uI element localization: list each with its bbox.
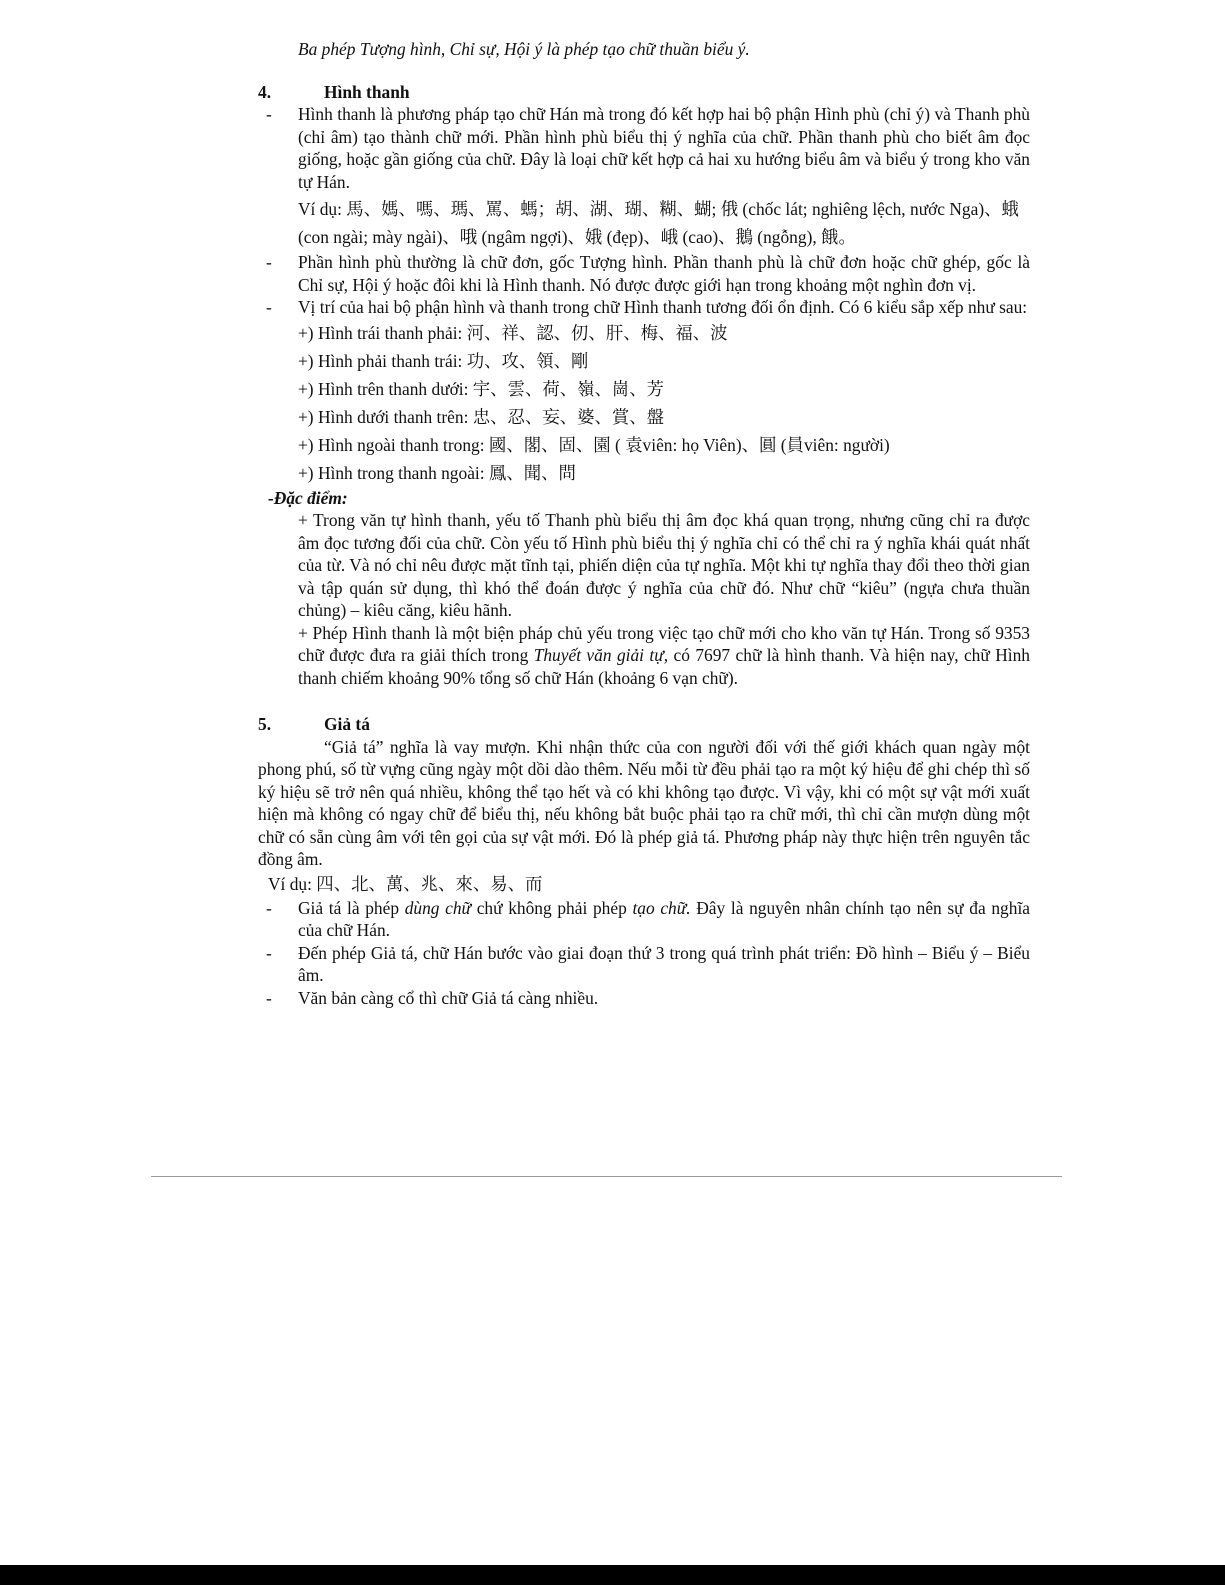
section-5-paragraph: “Giả tá” nghĩa là vay mượn. Khi nhận thức của con người đối với thế giới khách quan ngày một phong phú, số từ vựng cũng ngày một dồi dào thêm. Nếu mỗi từ đều phải tạo ra một ký hiệu để ghi chép thì số ký hiệu sẽ trở nên quá nhiều, không thể tạo hết và có khi không tạo được. Vì vậy, khi có một sự vật mới xuất hiện mà không có ngay chữ để biểu thị, nếu không bắt buộc phải tạo ra chữ mới, thì chỉ cần mượn dùng một chữ có sẵn cùng âm với tên gọi của sự vật mới. Đó là phép giả tá. Phương pháp này thực hiện trên nguyên tắc đồng âm. [258, 736, 1030, 869]
section-4-heading [258, 81, 1030, 104]
features-title: -Đặc điểm: [268, 487, 348, 508]
b1-text-b: chứ không phải phép [471, 897, 633, 918]
type-line-5: +) Hình ngoài thanh trong: 國、閣、固、園 ( 袁viên: họ Viên)、圓 (員viên: người) [298, 434, 890, 455]
bullet-text: Phần hình phù thường là chữ đơn, gốc Tượng hình. Phần thanh phù là chữ đơn hoặc chữ ghép, gốc là Chỉ sự, Hội ý hoặc đôi khi là Hình thanh. Nó được được giới hạn trong khoảng một nghìn đơn vị. [298, 252, 1030, 295]
bullet-dash: - [266, 987, 272, 1008]
type-line-3: +) Hình trên thanh dưới: 宇、雲、荷、嶺、崗、芳 [298, 378, 665, 399]
section-4-bullet-2 [258, 251, 1030, 296]
bullet-text: Văn bản càng cổ thì chữ Giả tá càng nhiều. [298, 987, 599, 1008]
page-content [258, 38, 1030, 1009]
section-5-heading [258, 713, 1030, 736]
section-4-bullet-1 [258, 103, 1030, 193]
feature-2-text-b: có 7697 chữ là hình thanh. Và hiện nay, chữ Hình thanh chiếm khoảng 90% tổng số chữ Hán (khoảng 6 vạn chữ). [298, 645, 1030, 688]
intro-line: Ba phép Tượng hình, Chỉ sự, Hội ý là phép tạo chữ thuần biểu ý. [298, 39, 750, 59]
section-4-title: Hình thanh [324, 81, 410, 102]
section-4-bullet-3 [258, 296, 1030, 319]
section-5-bullet-2 [258, 942, 1030, 987]
section-5-example: Ví dụ: 四、北、萬、兆、來、易、而 [268, 873, 543, 894]
feature-2 [298, 622, 1030, 690]
feature-2-book-title: Thuyết văn giải tự, [533, 645, 669, 665]
feature-2-text-a: + Phép Hình thanh là một biện pháp chủ yếu trong việc tạo chữ mới cho kho văn tự Hán. Trong số 9353 chữ được đưa ra giải thích trong [298, 622, 1030, 665]
bullet-text: Hình thanh là phương pháp tạo chữ Hán mà trong đó kết hợp hai bộ phận Hình phù (chỉ ý) và Thanh phù (chỉ âm) tạo thành chữ mới. Phần hình phù biểu thị ý nghĩa của chữ. Phần thanh phù cho biết âm đọc giống, hoặc gần giống của chữ. Đây là loại chữ kết hợp cả hai xu hướng biểu âm và biểu ý trong kho văn tự Hán. [298, 104, 1030, 192]
page-footer-divider [151, 1176, 1062, 1177]
bullet-text [298, 897, 1030, 942]
feature-1: + Trong văn tự hình thanh, yếu tố Thanh phù biểu thị âm đọc khá quan trọng, nhưng cũng chỉ ra được âm đọc tương đối của chữ. Còn yếu tố Hình phù biểu thị ý nghĩa chỉ có thể chỉ ra ý nghĩa khái quát nhất của từ. Và nó chỉ nêu được mặt tĩnh tại, phiến diện của tự nghĩa. Một khi tự nghĩa thay đổi theo thời gian và tập quán sử dụng, thì khó thể đoán được ý nghĩa của chữ đó. Như chữ “kiêu” (ngựa chưa thuần chủng) – kiêu căng, kiêu hãnh. [298, 510, 1030, 620]
bullet-dash: - [266, 297, 272, 317]
b1-italic-2: tạo chữ. [632, 897, 691, 918]
bullet-text: Đến phép Giả tá, chữ Hán bước vào giai đoạn thứ 3 trong quá trình phát triển: Đồ hình – Biểu ý – Biểu âm. [298, 942, 1030, 985]
bottom-edge-bar [0, 1565, 1225, 1585]
type-line-4: +) Hình dưới thanh trên: 忠、忍、妄、婆、賞、盤 [298, 406, 665, 427]
section-4-number: 4. [258, 81, 272, 102]
section-5-title: Giả tá [324, 714, 370, 734]
b1-text-c: Đây là nguyên nhân chính tạo nên sự đa nghĩa của chữ Hán. [298, 897, 1030, 940]
section-5-bullet-1 [258, 897, 1030, 942]
section-5-number: 5. [258, 714, 272, 734]
type-line-6: +) Hình trong thanh ngoài: 鳳、聞、問 [298, 462, 576, 483]
bullet-dash: - [266, 252, 272, 272]
bullet-text: Vị trí của hai bộ phận hình và thanh trong chữ Hình thanh tương đối ổn định. Có 6 kiểu sắp xếp như sau: [298, 297, 1028, 317]
b1-text-a: Giả tá là phép [298, 897, 405, 918]
section-5-bullet-3 [258, 987, 1030, 1010]
bullet-dash: - [266, 104, 272, 124]
bullet-dash: - [266, 942, 272, 963]
b1-italic-1: dùng chữ [404, 897, 472, 918]
type-line-2: +) Hình phải thanh trái: 功、攻、領、剛 [298, 350, 589, 371]
bullet-dash: - [266, 897, 272, 918]
section-4-example: Ví dụ: 馬、媽、嗎、瑪、罵、螞；胡、湖、瑚、糊、蝴; 俄 (chốc lát; nghiêng lệch, nước Nga)、蛾 (con ngài; mày ngài)、哦 (ngâm ngợi)、娥 (đẹp)、峨 (cao)、鵝 (ngỗng), 餓。 [298, 199, 1019, 247]
type-line-1: +) Hình trái thanh phải: 河、祥、認、仞、肝、梅、福、波 [298, 322, 728, 343]
